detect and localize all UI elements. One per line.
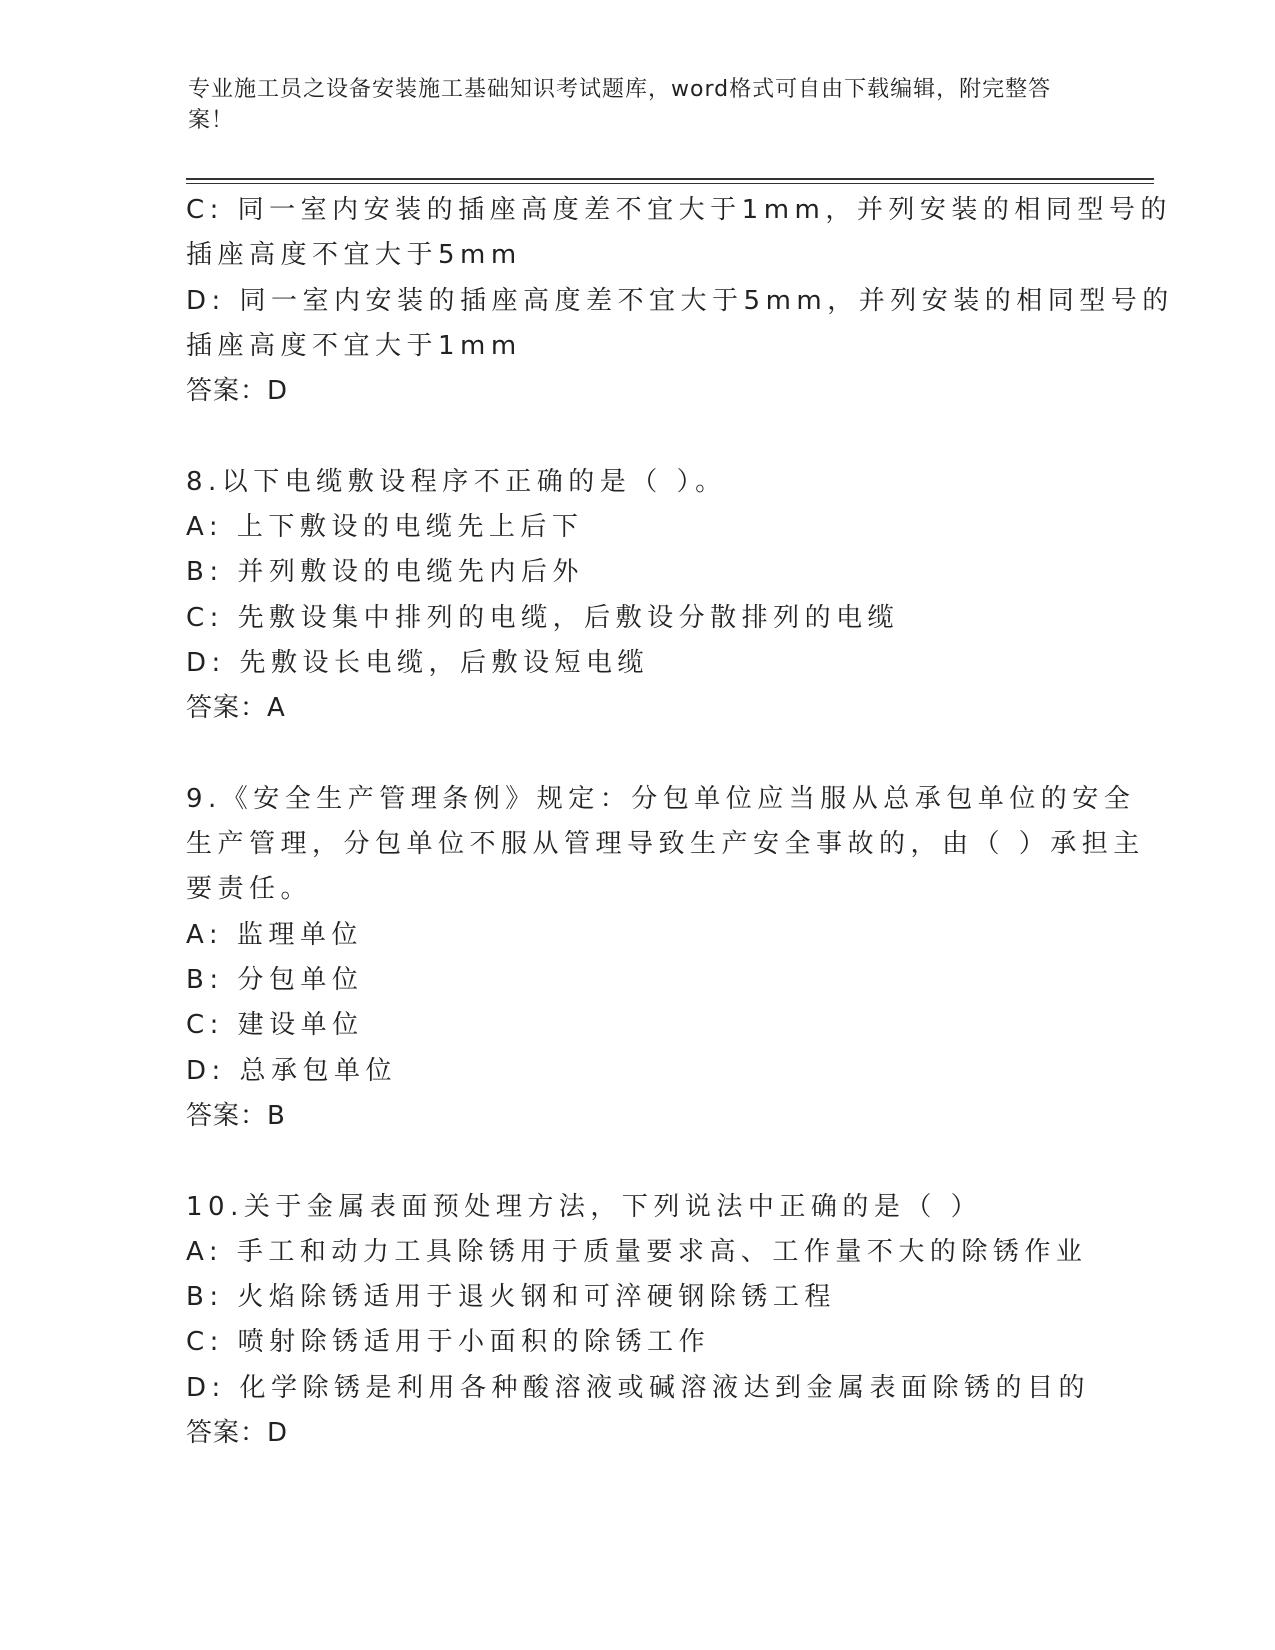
option-d: D: 总承包单位 [186,1055,398,1086]
document-body [186,188,1174,1456]
question-stem: 生产管理，分包单位不服从管理导致生产安全事故的，由（ ）承担主 [186,829,1145,860]
option-c: C: 先敷设集中排列的电缆，后敷设分散排列的电缆 [186,602,900,633]
option-line: 插座高度不宜大于5mm [186,240,522,271]
option-d: D: 化学除锈是利用各种酸溶液或碱溶液达到金属表面除锈的目的 [186,1372,1091,1403]
question-stem: 8.以下电缆敷设程序不正确的是（ ）。 [186,466,727,497]
answer-line: 答案：D [186,1418,289,1449]
question-9 [186,777,1145,1139]
spacer [186,414,1076,459]
option-b: B: 分包单位 [186,965,364,996]
answer-line: 答案：B [186,1100,286,1131]
option-d: D: 先敷设长电缆，后敷设短电缆 [186,647,650,678]
question-stem: 10.关于金属表面预处理方法，下列说法中正确的是（ ） [186,1191,983,1222]
option-line: C: 同一室内安装的插座高度差不宜大于1mm，并列安装的相同型号的 [186,195,1172,225]
question-8 [186,460,1076,732]
option-a: A: 上下敷设的电缆先上后下 [186,512,584,543]
spacer [186,1139,1076,1184]
question-stem: 9.《安全生产管理条例》规定：分包单位应当服从总承包单位的安全 [186,783,1136,814]
answer-line: 答案：A [186,693,286,724]
header-rule-thin [186,183,1154,184]
option-a: A: 手工和动力工具除锈用于质量要求高、工作量不大的除锈作业 [186,1236,1088,1267]
option-c: C: 建设单位 [186,1010,364,1041]
option-line: 插座高度不宜大于1mm [186,330,522,361]
option-c: C: 喷射除锈适用于小面积的除锈工作 [186,1327,711,1358]
question-10 [186,1185,1091,1457]
header-rule-thick [186,178,1154,180]
option-a: A: 监理单位 [186,919,363,950]
option-b: B: 火焰除锈适用于退火钢和可淬硬钢除锈工程 [186,1282,836,1313]
document-header: 专业施工员之设备安装施工基础知识考试题库，word格式可自由下载编辑，附完整答案！ [188,77,1052,133]
option-line: D: 同一室内安装的插座高度差不宜大于5mm，并列安装的相同型号的 [186,285,1174,316]
spacer [186,732,1076,777]
question-stem: 要责任。 [186,874,313,905]
answer-line: 答案：D [186,376,289,407]
option-b: B: 并列敷设的电缆先内后外 [186,557,584,588]
